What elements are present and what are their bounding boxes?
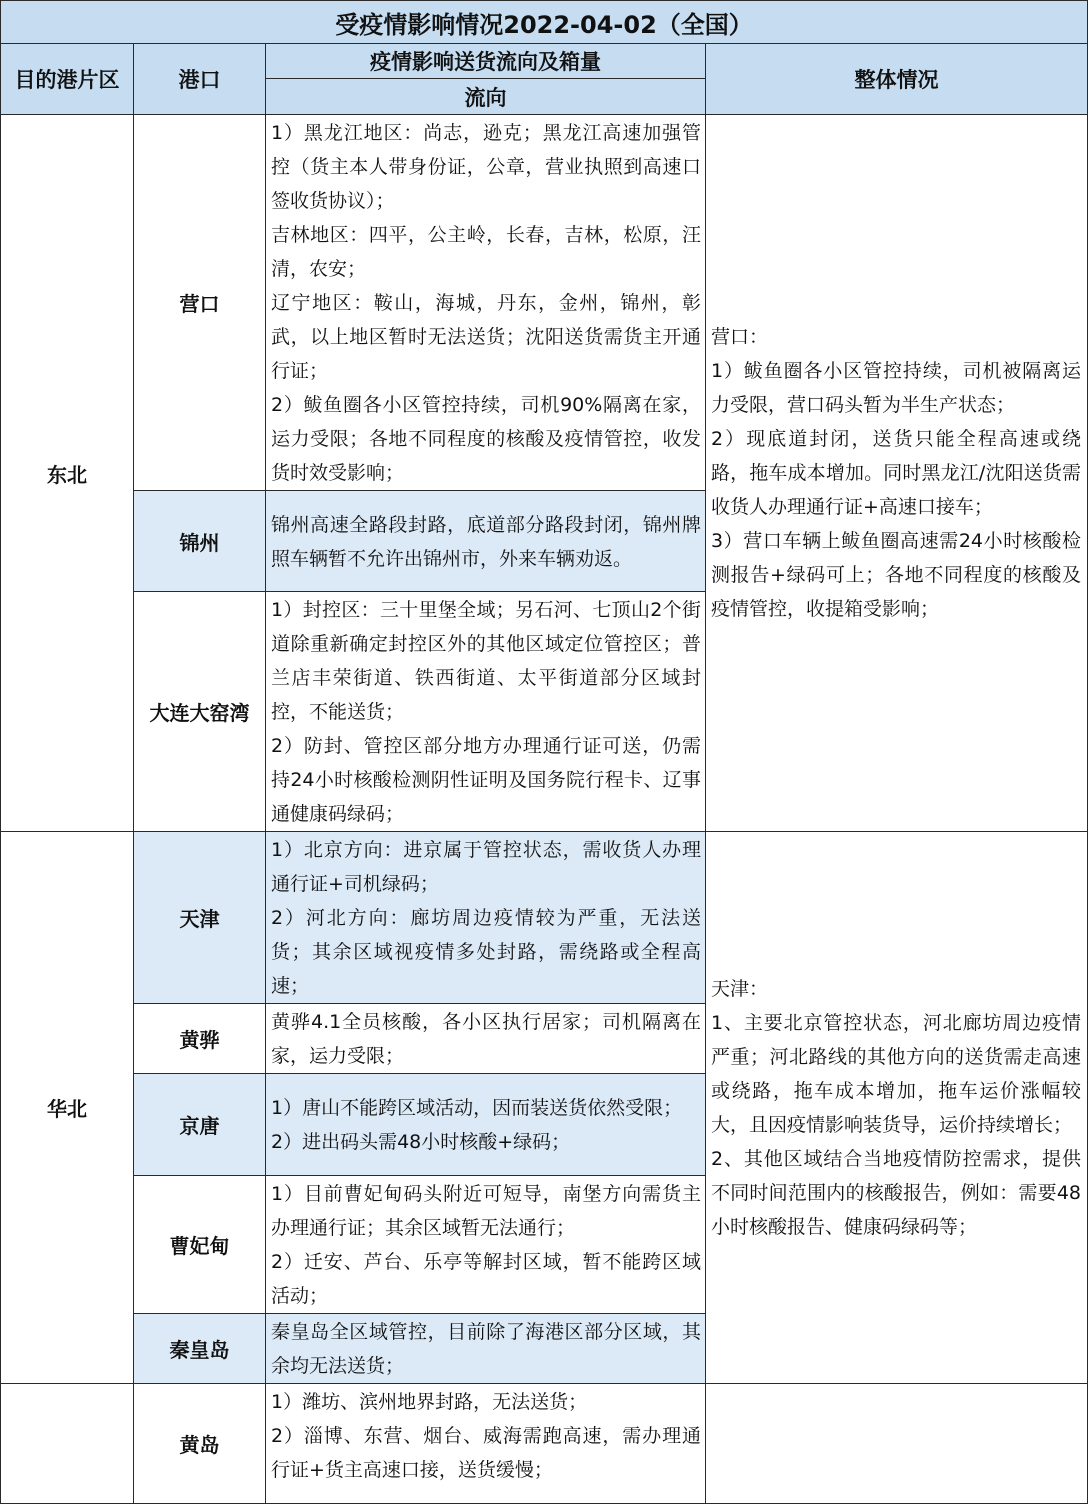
overall-cell-huabei: 天津： 1、主要北京管控状态，河北廊坊周边疫情严重；河北路线的其他方向的送货需走高速或绕路，拖车成本增加，拖车运价涨幅较大，且因疫情影响装货导，运价持续增长； 2、其他区域结合当地疫情防控需求，提供不同时间范围内的核酸报告，例如：需要48小时核酸报告、健康码绿码等； <box>706 832 1088 1384</box>
flow-cell-jinzhou: 锦州高速全路段封路，底道部分路段封闭，锦州牌照车辆暂不允许出锦州市，外来车辆劝返。 <box>266 491 706 592</box>
header-port: 港口 <box>134 44 266 115</box>
overall-cell-dongbei: 营口： 1）鲅鱼圈各小区管控持续，司机被隔离运力受限，营口码头暂为半生产状态； 2）现底道封闭，送货只能全程高速或绕路，拖车成本增加。同时黑龙江/沈阳送货需收货人办理通行证+高速口接车； 3）营口车辆上鲅鱼圈高速需24小时核酸检测报告+绿码可上；各地不同程度的核酸及疫情管控，收提箱受影响； <box>706 115 1088 832</box>
port-cell-caofeidian: 曹妃甸 <box>134 1176 266 1314</box>
port-cell-qinhuangdao: 秦皇岛 <box>134 1314 266 1384</box>
flow-cell-jingtang: 1）唐山不能跨区域活动，因而装送货依然受限； 2）进出码头需48小时核酸+绿码； <box>266 1074 706 1176</box>
flow-cell-tianjin: 1）北京方向：进京属于管控状态，需收货人办理通行证+司机绿码； 2）河北方向：廊坊周边疫情较为严重，无法送货；其余区域视疫情多处封路，需绕路或全程高速； <box>266 832 706 1004</box>
flow-cell-qinhuangdao: 秦皇岛全区域管控，目前除了海港区部分区域，其余均无法送货； <box>266 1314 706 1384</box>
port-cell-dalian: 大连大窑湾 <box>134 592 266 832</box>
header-flow: 流向 <box>266 79 706 115</box>
flow-cell-caofeidian: 1）目前曹妃甸码头附近可短导，南堡方向需货主办理通行证；其余区域暂无法通行； 2）迁安、芦台、乐亭等解封区域，暂不能跨区域活动； <box>266 1176 706 1314</box>
header-region: 目的港片区 <box>1 44 134 115</box>
port-cell-huangdao: 黄岛 <box>134 1384 266 1504</box>
port-cell-jingtang: 京唐 <box>134 1074 266 1176</box>
header-impact: 疫情影响送货流向及箱量 <box>266 44 706 79</box>
port-cell-tianjin: 天津 <box>134 832 266 1004</box>
table-row <box>1 115 1088 491</box>
overall-cell-next <box>706 1384 1088 1504</box>
region-cell-next <box>1 1384 134 1504</box>
table-title: 受疫情影响情况2022-04-02（全国） <box>1 1 1088 44</box>
header-overall: 整体情况 <box>706 44 1088 115</box>
port-cell-huanghua: 黄骅 <box>134 1004 266 1074</box>
flow-cell-yingkou: 1）黑龙江地区：尚志，逊克；黑龙江高速加强管控（货主本人带身份证，公章，营业执照到高速口签收货协议）； 吉林地区：四平，公主岭，长春，吉林，松原，汪清，农安； 辽宁地区：鞍山，海城，丹东，金州，锦州，彰武，以上地区暂时无法送货；沈阳送货需货主开通行证； 2）鲅鱼圈各小区管控持续，司机90%隔离在家，运力受限；各地不同程度的核酸及疫情管控，收发货时效受影响； <box>266 115 706 491</box>
port-cell-jinzhou: 锦州 <box>134 491 266 592</box>
flow-cell-huangdao: 1）潍坊、滨州地界封路，无法送货； 2）淄博、东营、烟台、威海需跑高速，需办理通行证+货主高速口接，送货缓慢； <box>266 1384 706 1504</box>
flow-cell-huanghua: 黄骅4.1全员核酸，各小区执行居家；司机隔离在家，运力受限； <box>266 1004 706 1074</box>
region-cell-dongbei: 东北 <box>1 115 134 832</box>
region-cell-huabei: 华北 <box>1 832 134 1384</box>
title-row <box>1 1 1088 44</box>
header-row-1 <box>1 44 1088 79</box>
table-row <box>1 1384 1088 1504</box>
table-row <box>1 832 1088 1004</box>
flow-cell-dalian: 1）封控区：三十里堡全域；另石河、七顶山2个街道除重新确定封控区外的其他区域定位管控区；普兰店丰荣街道、铁西街道、太平街道部分区域封控，不能送货； 2）防封、管控区部分地方办理通行证可送，仍需持24小时核酸检测阴性证明及国务院行程卡、辽事通健康码绿码； <box>266 592 706 832</box>
port-cell-yingkou: 营口 <box>134 115 266 491</box>
